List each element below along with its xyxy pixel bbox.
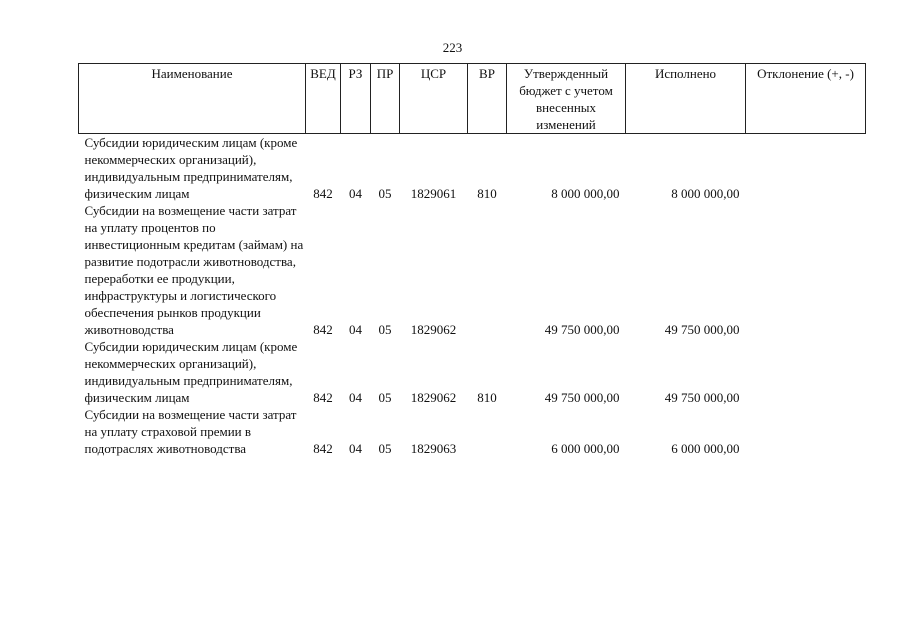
row-csr: 1829063 (410, 441, 457, 456)
row-name: Субсидии юридическим лицам (кроме некоммерческих организаций), индивидуальным предпринимателям, физическим лицам (84, 135, 298, 201)
header-csr: ЦСР (400, 64, 468, 134)
row-executed: 49 750 000,00 (664, 390, 740, 405)
table-row (79, 338, 866, 406)
row-executed: 49 750 000,00 (664, 322, 740, 337)
table-row (79, 202, 866, 338)
row-vr: 810 (477, 390, 497, 405)
row-ved: 842 (313, 186, 333, 201)
row-name: Субсидии на возмещение части затрат на уплату процентов по инвестиционным кредитам (займам) на развитие подотрасли животноводства, переработки ее продукции, инфраструктуры и логистического обеспечения рынков продукции животноводства (84, 203, 304, 337)
row-executed: 8 000 000,00 (671, 186, 740, 201)
row-csr: 1829062 (410, 390, 457, 405)
row-pr: 05 (378, 441, 392, 456)
row-rz: 04 (349, 186, 362, 201)
row-deviation (746, 338, 866, 406)
table-row (79, 406, 866, 457)
header-rz: РЗ (341, 64, 371, 134)
row-rz: 04 (349, 390, 362, 405)
row-pr: 05 (378, 390, 392, 405)
row-csr: 1829062 (410, 322, 457, 337)
row-deviation (746, 134, 866, 203)
row-approved: 49 750 000,00 (544, 390, 620, 405)
header-approved: Утвержденный бюджет с учетом внесенных изменений (507, 64, 626, 134)
row-csr: 1829061 (410, 186, 457, 201)
row-executed: 6 000 000,00 (671, 441, 740, 456)
header-pr: ПР (371, 64, 400, 134)
header-deviation: Отклонение (+, -) (746, 64, 866, 134)
row-rz: 04 (349, 322, 362, 337)
row-vr (468, 202, 507, 338)
header-vr: ВР (468, 64, 507, 134)
row-ved: 842 (313, 441, 333, 456)
budget-execution-table (78, 63, 866, 457)
row-approved: 8 000 000,00 (551, 186, 620, 201)
table-header-row (79, 64, 866, 134)
table-row (79, 134, 866, 203)
row-deviation (746, 406, 866, 457)
header-name: Наименование (79, 64, 306, 134)
row-ved: 842 (313, 322, 333, 337)
header-executed: Исполнено (626, 64, 746, 134)
row-vr: 810 (477, 186, 497, 201)
header-ved: ВЕД (306, 64, 341, 134)
row-vr (468, 406, 507, 457)
row-approved: 6 000 000,00 (551, 441, 620, 456)
row-pr: 05 (378, 322, 392, 337)
row-name: Субсидии юридическим лицам (кроме некоммерческих организаций), индивидуальным предпринимателям, физическим лицам (84, 339, 298, 405)
row-deviation (746, 202, 866, 338)
row-pr: 05 (378, 186, 392, 201)
page-number: 223 (442, 40, 463, 55)
row-rz: 04 (349, 441, 362, 456)
row-name: Субсидии на возмещение части затрат на уплату страховой премии в подотраслях животноводства (84, 407, 297, 456)
row-ved: 842 (313, 390, 333, 405)
row-approved: 49 750 000,00 (544, 322, 620, 337)
